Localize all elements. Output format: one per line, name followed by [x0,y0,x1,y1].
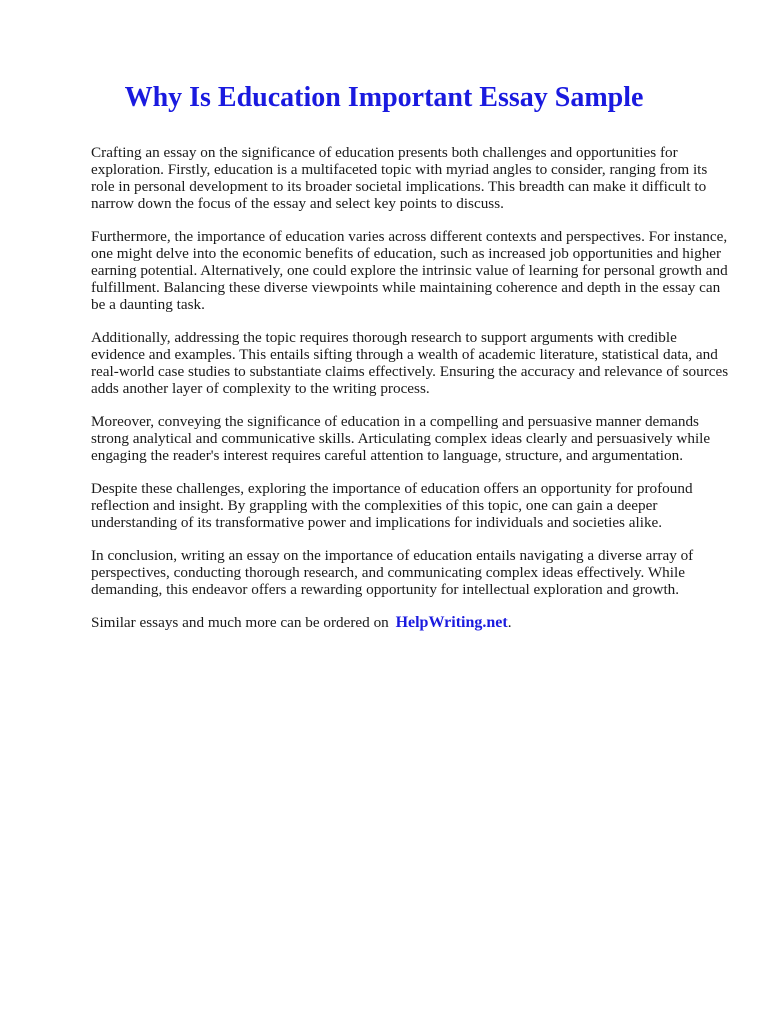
paragraph-3: Additionally, addressing the topic requires thorough research to support arguments with credible evidence and examples. This entails sifting through a wealth of academic literature, statistical data, and real-world case studies to substantiate claims effectively. Ensuring the accuracy and relevance of sources adds another layer of complexity to the writing process. [91,329,729,397]
essay-body [91,144,731,647]
footer-text: Similar essays and much more can be ordered on [91,614,389,631]
footer-period: . [507,614,512,631]
paragraph-5: Despite these challenges, exploring the importance of education offers an opportunity for profound reflection and insight. By grappling with the complexities of this topic, one can gain a deeper understanding of its transformative power and implications for individuals and societies alike. [91,480,693,531]
paragraph-2: Furthermore, the importance of education varies across different contexts and perspectives. For instance, one might delve into the economic benefits of education, such as increased job opportunities and higher earning potential. Alternatively, one could explore the intrinsic value of learning for personal growth and fulfillment. Balancing these diverse viewpoints while maintaining coherence and depth in the essay can be a daunting task. [91,228,728,313]
helpwriting-link[interactable]: HelpWriting.net [395,614,508,631]
page-title: Why Is Education Important Essay Sample [124,82,644,113]
paragraph-1: Crafting an essay on the significance of education presents both challenges and opportunities for exploration. Firstly, education is a multifaceted topic with myriad angles to consider, ranging from its role in personal development to its broader societal implications. This breadth can make it difficult to narrow down the focus of the essay and select key points to discuss. [91,144,708,212]
paragraph-4: Moreover, conveying the significance of education in a compelling and persuasive manner demands strong analytical and communicative skills. Articulating complex ideas clearly and persuasively while engaging the reader's interest requires careful attention to language, structure, and argumentation. [91,413,711,464]
paragraph-6: In conclusion, writing an essay on the importance of education entails navigating a diverse array of perspectives, conducting thorough research, and communicating complex ideas effectively. While demanding, this endeavor offers a rewarding opportunity for intellectual exploration and growth. [91,547,694,598]
footer-line [91,614,731,631]
